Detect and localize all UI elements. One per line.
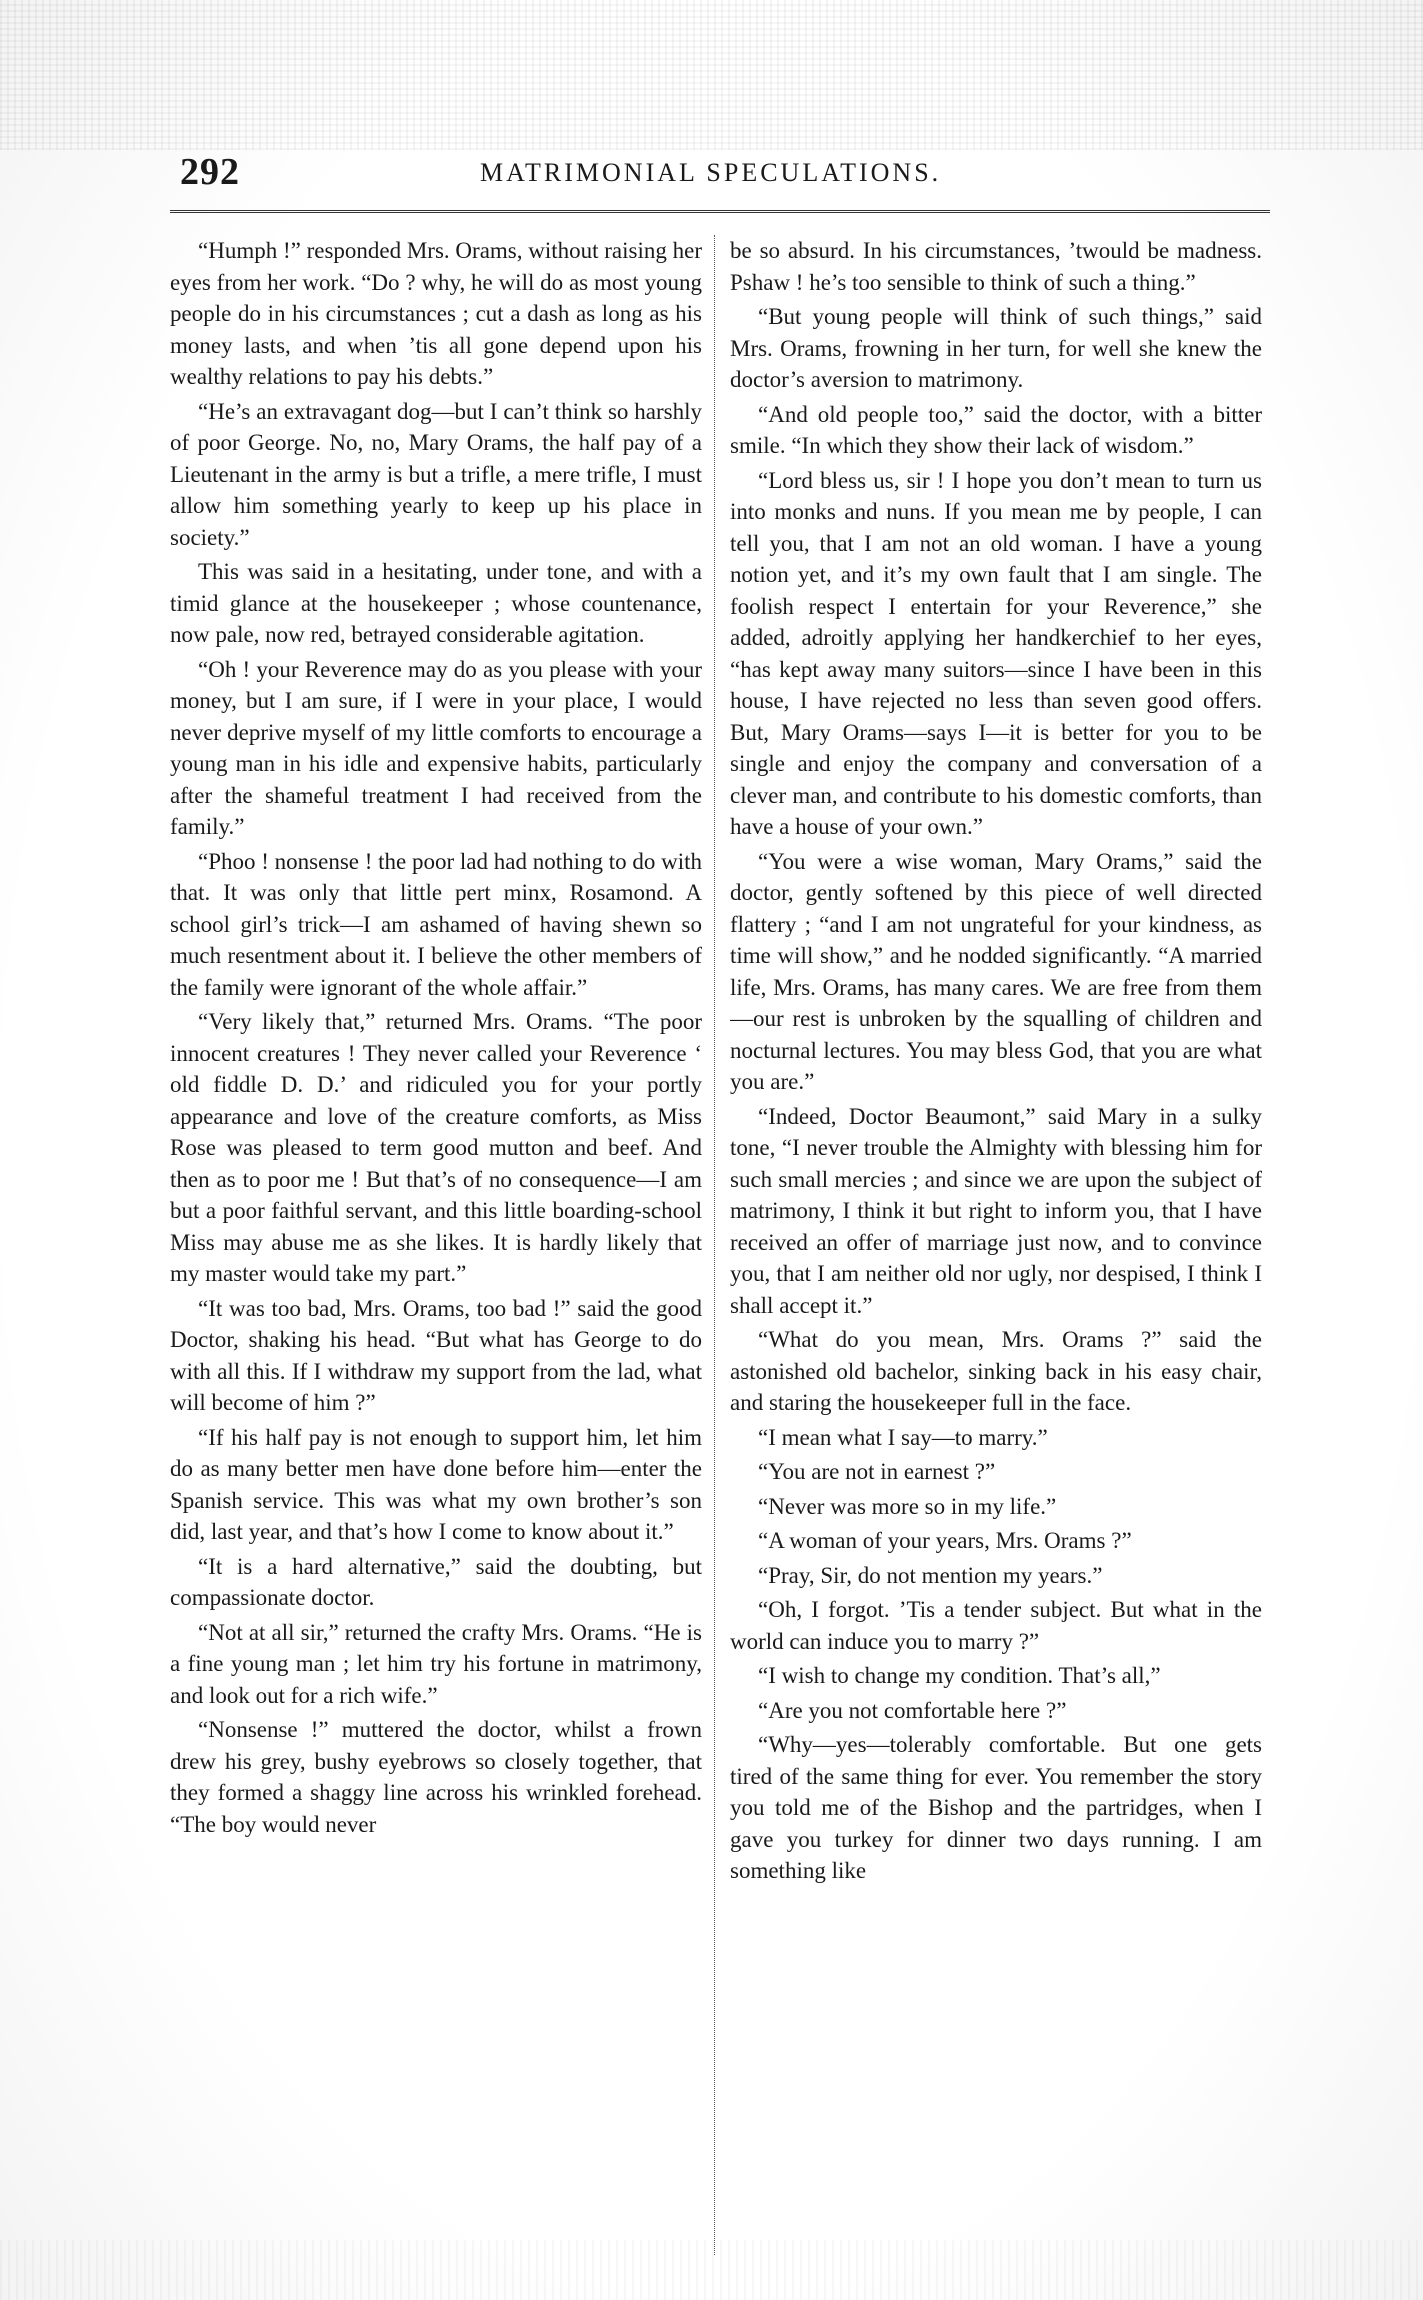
paragraph: “Not at all sir,” returned the crafty Mrs. Orams. “He is a fine young man ; let him try his fortune in matrimony, and look out for a rich wife.” (170, 1619, 702, 1708)
paragraph: “Are you not comfortable here ?” (758, 1697, 1067, 1723)
scan-noise-top (0, 0, 1423, 150)
paragraph: “It is a hard alternative,” said the doubting, but compassionate doctor. (170, 1553, 702, 1610)
right-column (730, 235, 1262, 2265)
paragraph: “Oh, I forgot. ’Tis a tender subject. But what in the world can induce you to marry ?” (730, 1597, 1262, 1654)
running-title: MATRIMONIAL SPECULATIONS. (480, 158, 942, 187)
paragraph: “Phoo ! nonsense ! the poor lad had nothing to do with that. It was only that little pert minx, Rosamond. A school girl’s trick—I am ashamed of having shewn so much resentment about it. I believe the other members of the family were ignorant of the whole affair.” (170, 848, 702, 1000)
paragraph: “A woman of your years, Mrs. Orams ?” (758, 1528, 1132, 1553)
paragraph: “Pray, Sir, do not mention my years.” (758, 1562, 1103, 1588)
paragraph: “Why—yes—tolerably comfortable. But one gets tired of the same thing for ever. You remember the story you told me of the Bishop and the partridges, when I gave you turkey for dinner two days running. I am something like (730, 1732, 1262, 1883)
page-header (170, 150, 1290, 200)
paragraph: “Very likely that,” returned Mrs. Orams. “The poor innocent creatures ! They never called your Reverence ‘ old fiddle D. D.’ and ridiculed you for your portly appearance and love of the creature comforts, as Miss Rose was pleased to term good mutton and beef. And then as to poor me ! But that’s of no consequence—I am but a poor faithful servant, and this little boarding-school Miss may abuse me as she likes. It is hardly likely that my master would take my part.” (170, 1009, 702, 1286)
paragraph: “It was too bad, Mrs. Orams, too bad !” said the good Doctor, shaking his head. “But what has George to do with all this. If I withdraw my support from the lad, what will become of him ?” (170, 1295, 702, 1415)
paragraph: “But young people will think of such things,” said Mrs. Orams, frowning in her turn, for well she knew the doctor’s aversion to matrimony. (730, 304, 1262, 392)
paragraph: This was said in a hesitating, under tone, and with a timid glance at the housekeeper ; whose countenance, now pale, now red, betrayed considerable agitation. (170, 559, 702, 647)
paragraph: “Oh ! your Reverence may do as you please with your money, but I am sure, if I were in your place, I would never deprive myself of my little comforts to encourage a young man in his idle and expensive habits, particularly after the shameful treatment I had received from the family.” (170, 656, 702, 839)
page-number: 292 (180, 151, 240, 193)
paragraph: “I wish to change my condition. That’s all,” (758, 1663, 1161, 1688)
paragraph: “What do you mean, Mrs. Orams ?” said the astonished old bachelor, sinking back in his easy chair, and staring the housekeeper full in the face. (730, 1327, 1262, 1415)
paragraph: “Nonsense !” muttered the doctor, whilst a frown drew his grey, bushy eyebrows so closely together, that they formed a shaggy line across his wrinkled forehead. “The boy would never (170, 1717, 702, 1837)
text-columns (170, 235, 1270, 2275)
scan-noise-bottom (0, 2240, 1423, 2300)
paragraph: “Indeed, Doctor Beaumont,” said Mary in a sulky tone, “I never trouble the Almighty with blessing him for such small mercies ; and since we are upon the subject of matrimony, I think it but right to inform you, that I have received an offer of marriage just now, and to convince you, that I am neither old nor ugly, nor despised, I think I shall accept it.” (730, 1103, 1262, 1318)
header-rule (170, 210, 1270, 213)
paragraph: “I mean what I say—to marry.” (758, 1424, 1048, 1450)
paragraph: “And old people too,” said the doctor, with a bitter smile. “In which they show their lack of wisdom.” (730, 401, 1262, 458)
paragraph: be so absurd. In his circumstances, ’twould be madness. Pshaw ! he’s too sensible to think of such a thing.” (730, 238, 1262, 295)
paragraph: “Never was more so in my life.” (758, 1493, 1057, 1519)
paragraph: “You were a wise woman, Mary Orams,” said the doctor, gently softened by this piece of well directed flattery ; “and I am not ungrateful for your kindness, as time will show,” and he nodded significantly. “A married life, Mrs. Orams, has many cares. We are free from them—our rest is unbroken by the squalling of children and nocturnal lectures. You may bless God, that you are what you are.” (730, 848, 1262, 1094)
paragraph: “If his half pay is not enough to support him, let him do as many better men have done before him—enter the Spanish service. This was what my own brother’s son did, last year, and that’s how I come to know about it.” (170, 1424, 702, 1544)
paragraph: “Lord bless us, sir ! I hope you don’t mean to turn us into monks and nuns. If you mean me by people, I can tell you, that I am not an old woman. I have a young notion yet, and it’s my own fault that I am single. The foolish respect I entertain for your Reverence,” she added, adroitly applying her handkerchief to her eyes, “has kept away many suitors—since I have been in this house, I have rejected no less than seven good offers. But, Mary Orams—says I—it is better for you to be single and enjoy the company and conversation of a clever man, and contribute to his domestic comforts, than have a house of your own.” (730, 467, 1262, 839)
paragraph: “You are not in earnest ?” (758, 1459, 996, 1484)
paragraph: “He’s an extravagant dog—but I can’t think so harshly of poor George. No, no, Mary Orams, the half pay of a Lieutenant in the army is but a trifle, a mere trifle, I must allow him something yearly to keep up his place in society.” (170, 398, 702, 550)
column-divider (714, 235, 715, 2255)
paragraph: “Humph !” responded Mrs. Orams, without raising her eyes from her work. “Do ? why, he will do as most young people do in his circumstances ; cut a dash as long as his money lasts, and when ’tis all gone depend upon his wealthy relations to pay his debts.” (170, 238, 702, 389)
left-column (170, 235, 702, 2265)
